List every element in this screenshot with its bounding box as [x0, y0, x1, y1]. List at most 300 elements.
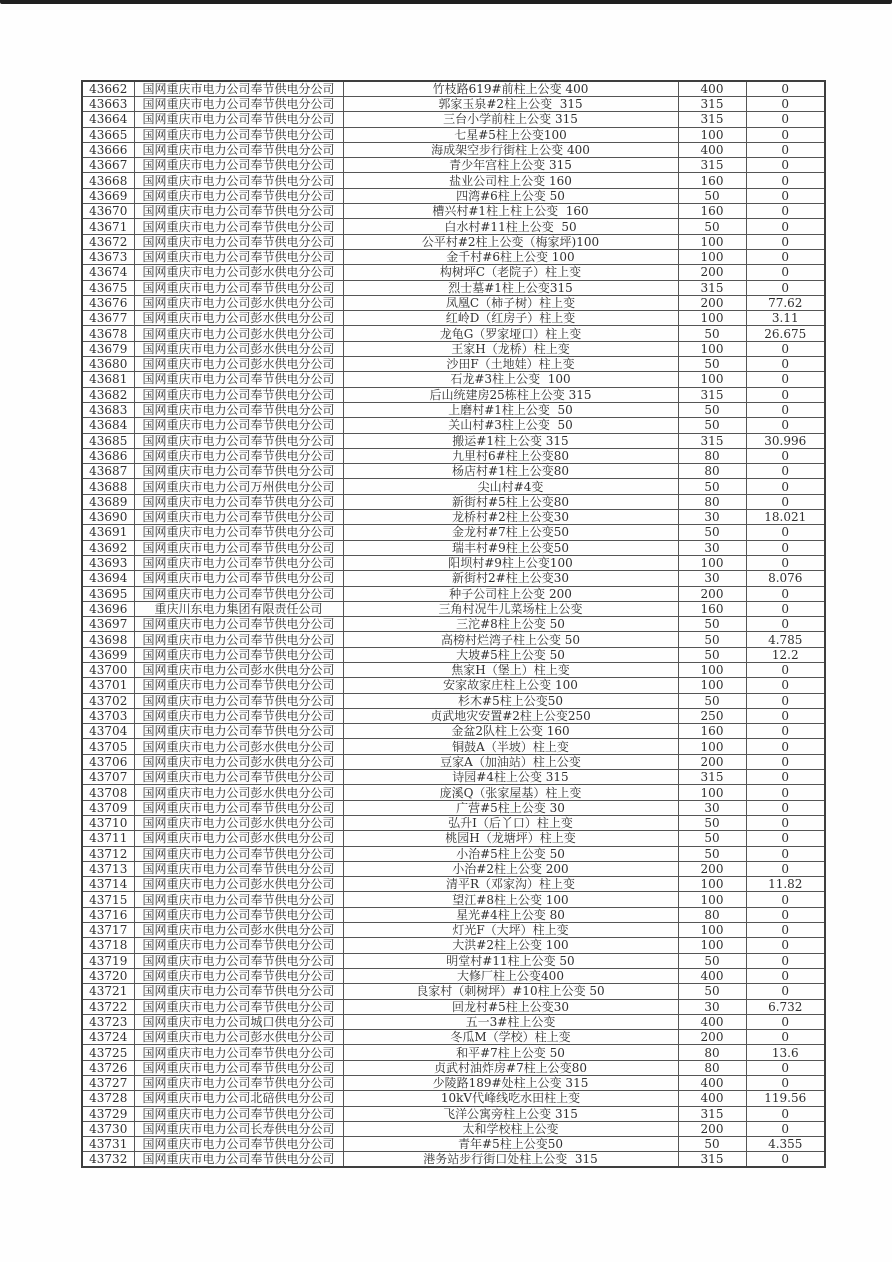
transformer-name-cell: 石龙#3柱上公变 100	[343, 372, 678, 387]
record-number-cell: 43718	[82, 938, 134, 953]
value-cell: 0	[746, 464, 825, 479]
capacity-cell: 200	[678, 586, 746, 601]
value-cell: 6.732	[746, 999, 825, 1014]
table-row	[82, 158, 825, 173]
transformer-name-cell: 冬瓜M（学校）柱上变	[343, 1030, 678, 1045]
table-row	[82, 280, 825, 295]
company-cell: 国网重庆市电力公司彭水供电分公司	[134, 877, 343, 892]
transformer-name-cell: 飞洋公寓旁柱上公变 315	[343, 1106, 678, 1121]
value-cell: 0	[746, 846, 825, 861]
record-number-cell: 43730	[82, 1121, 134, 1136]
capacity-cell: 200	[678, 265, 746, 280]
transformer-name-cell: 构树坪C（老院子）柱上变	[343, 265, 678, 280]
company-cell: 国网重庆市电力公司奉节供电分公司	[134, 1060, 343, 1075]
company-cell: 国网重庆市电力公司彭水供电分公司	[134, 326, 343, 341]
record-number-cell: 43712	[82, 846, 134, 861]
company-cell: 国网重庆市电力公司奉节供电分公司	[134, 1137, 343, 1152]
record-number-cell: 43693	[82, 555, 134, 570]
transformer-name-cell: 三台小学前柱上公变 315	[343, 112, 678, 127]
value-cell: 0	[746, 861, 825, 876]
table-row	[82, 540, 825, 555]
table-row	[82, 97, 825, 112]
record-number-cell: 43729	[82, 1106, 134, 1121]
table-row	[82, 555, 825, 570]
record-number-cell: 43717	[82, 923, 134, 938]
table-row	[82, 1106, 825, 1121]
table-row	[82, 647, 825, 662]
transformer-name-cell: 阳坝村#9柱上公变100	[343, 555, 678, 570]
company-cell: 国网重庆市电力公司奉节供电分公司	[134, 494, 343, 509]
value-cell: 0	[746, 81, 825, 97]
record-number-cell: 43662	[82, 81, 134, 97]
transformer-name-cell: 安家故家庄柱上公变 100	[343, 678, 678, 693]
transformer-name-cell: 新街村#5柱上公变80	[343, 494, 678, 509]
table-row	[82, 770, 825, 785]
record-number-cell: 43727	[82, 1076, 134, 1091]
value-cell: 0	[746, 785, 825, 800]
record-number-cell: 43678	[82, 326, 134, 341]
company-cell: 国网重庆市电力公司奉节供电分公司	[134, 953, 343, 968]
transformer-name-cell: 10kV代峰线吃水田柱上变	[343, 1091, 678, 1106]
company-cell: 国网重庆市电力公司奉节供电分公司	[134, 127, 343, 142]
company-cell: 国网重庆市电力公司奉节供电分公司	[134, 204, 343, 219]
value-cell: 0	[746, 555, 825, 570]
capacity-cell: 315	[678, 280, 746, 295]
transformer-name-cell: 三角村况牛儿菜场柱上公变	[343, 601, 678, 616]
record-number-cell: 43698	[82, 632, 134, 647]
record-number-cell: 43714	[82, 877, 134, 892]
company-cell: 国网重庆市电力公司奉节供电分公司	[134, 846, 343, 861]
value-cell: 3.11	[746, 311, 825, 326]
table-row	[82, 357, 825, 372]
value-cell: 0	[746, 234, 825, 249]
value-cell: 0	[746, 540, 825, 555]
capacity-cell: 100	[678, 311, 746, 326]
table-row	[82, 249, 825, 264]
value-cell: 26.675	[746, 326, 825, 341]
company-cell: 国网重庆市电力公司奉节供电分公司	[134, 112, 343, 127]
value-cell: 0	[746, 204, 825, 219]
record-number-cell: 43680	[82, 357, 134, 372]
company-cell: 国网重庆市电力公司奉节供电分公司	[134, 188, 343, 203]
record-number-cell: 43682	[82, 387, 134, 402]
table-row	[82, 1014, 825, 1029]
table-row	[82, 877, 825, 892]
transformer-name-cell: 盐业公司柱上公变 160	[343, 173, 678, 188]
capacity-cell: 100	[678, 877, 746, 892]
record-number-cell: 43711	[82, 831, 134, 846]
company-cell: 国网重庆市电力公司彭水供电分公司	[134, 311, 343, 326]
value-cell: 0	[746, 800, 825, 815]
capacity-cell: 400	[678, 1091, 746, 1106]
company-cell: 国网重庆市电力公司奉节供电分公司	[134, 632, 343, 647]
value-cell: 0	[746, 938, 825, 953]
record-number-cell: 43728	[82, 1091, 134, 1106]
table-row	[82, 632, 825, 647]
capacity-cell: 315	[678, 433, 746, 448]
record-number-cell: 43731	[82, 1137, 134, 1152]
capacity-cell: 80	[678, 494, 746, 509]
value-cell: 30.996	[746, 433, 825, 448]
record-number-cell: 43705	[82, 739, 134, 754]
record-number-cell: 43670	[82, 204, 134, 219]
company-cell: 国网重庆市电力公司奉节供电分公司	[134, 555, 343, 570]
capacity-cell: 100	[678, 372, 746, 387]
page-top-edge-scan-artifact	[0, 0, 892, 4]
table-row	[82, 418, 825, 433]
value-cell: 0	[746, 907, 825, 922]
transformer-name-cell: 清平R（邓家沟）柱上变	[343, 877, 678, 892]
table-row	[82, 479, 825, 494]
record-number-cell: 43669	[82, 188, 134, 203]
table-row	[82, 219, 825, 234]
value-cell: 0	[746, 1121, 825, 1136]
transformer-name-cell: 铜鼓A（半坡）柱上变	[343, 739, 678, 754]
company-cell: 国网重庆市电力公司万州供电分公司	[134, 479, 343, 494]
transformer-name-cell: 种子公司柱上公变 200	[343, 586, 678, 601]
record-number-cell: 43691	[82, 525, 134, 540]
transformer-name-cell: 海成架空步行街柱上公变 400	[343, 142, 678, 157]
table-row	[82, 1060, 825, 1075]
value-cell: 4.355	[746, 1137, 825, 1152]
table-row	[82, 173, 825, 188]
company-cell: 国网重庆市电力公司长寿供电分公司	[134, 1121, 343, 1136]
table-row	[82, 953, 825, 968]
capacity-cell: 100	[678, 234, 746, 249]
transformer-name-cell: 贞武地灾安置#2柱上公变250	[343, 708, 678, 723]
value-cell: 0	[746, 815, 825, 830]
capacity-cell: 50	[678, 326, 746, 341]
record-number-cell: 43716	[82, 907, 134, 922]
table-row	[82, 938, 825, 953]
transformer-name-cell: 竹枝路619#前柱上公变 400	[343, 81, 678, 97]
transformer-name-cell: 灯光F（大坪）柱上变	[343, 923, 678, 938]
record-number-cell: 43726	[82, 1060, 134, 1075]
record-number-cell: 43713	[82, 861, 134, 876]
transformer-name-cell: 关山村#3柱上公变 50	[343, 418, 678, 433]
company-cell: 国网重庆市电力公司奉节供电分公司	[134, 571, 343, 586]
value-cell: 0	[746, 754, 825, 769]
table-row	[82, 923, 825, 938]
table-row	[82, 448, 825, 463]
company-cell: 国网重庆市电力公司奉节供电分公司	[134, 1045, 343, 1060]
capacity-cell: 50	[678, 418, 746, 433]
record-number-cell: 43722	[82, 999, 134, 1014]
capacity-cell: 315	[678, 1106, 746, 1121]
company-cell: 国网重庆市电力公司彭水供电分公司	[134, 662, 343, 677]
value-cell: 18.021	[746, 510, 825, 525]
company-cell: 国网重庆市电力公司奉节供电分公司	[134, 81, 343, 97]
table-row	[82, 234, 825, 249]
record-number-cell: 43706	[82, 754, 134, 769]
record-number-cell: 43708	[82, 785, 134, 800]
value-cell: 0	[746, 1030, 825, 1045]
capacity-cell: 315	[678, 387, 746, 402]
capacity-cell: 30	[678, 540, 746, 555]
transformer-name-cell: 沙田F（土地娃）柱上变	[343, 357, 678, 372]
transformer-name-cell: 郭家玉泉#2柱上公变 315	[343, 97, 678, 112]
transformer-name-cell: 龙桥村#2柱上公变30	[343, 510, 678, 525]
value-cell: 0	[746, 280, 825, 295]
value-cell: 8.076	[746, 571, 825, 586]
company-cell: 国网重庆市电力公司奉节供电分公司	[134, 234, 343, 249]
capacity-cell: 30	[678, 800, 746, 815]
table-row	[82, 387, 825, 402]
capacity-cell: 250	[678, 708, 746, 723]
company-cell: 国网重庆市电力公司奉节供电分公司	[134, 418, 343, 433]
capacity-cell: 30	[678, 510, 746, 525]
company-cell: 国网重庆市电力公司奉节供电分公司	[134, 97, 343, 112]
table-row	[82, 968, 825, 983]
table-row	[82, 1045, 825, 1060]
company-cell: 国网重庆市电力公司奉节供电分公司	[134, 984, 343, 999]
transformer-name-cell: 大洪#2柱上公变 100	[343, 938, 678, 953]
value-cell: 0	[746, 586, 825, 601]
capacity-cell: 160	[678, 173, 746, 188]
record-number-cell: 43667	[82, 158, 134, 173]
value-cell: 0	[746, 678, 825, 693]
transformer-name-cell: 金盆2队柱上公变 160	[343, 724, 678, 739]
capacity-cell: 315	[678, 112, 746, 127]
table-row	[82, 510, 825, 525]
record-number-cell: 43674	[82, 265, 134, 280]
value-cell: 12.2	[746, 647, 825, 662]
company-cell: 国网重庆市电力公司彭水供电分公司	[134, 923, 343, 938]
value-cell: 0	[746, 265, 825, 280]
value-cell: 4.785	[746, 632, 825, 647]
company-cell: 国网重庆市电力公司彭水供电分公司	[134, 739, 343, 754]
company-cell: 国网重庆市电力公司奉节供电分公司	[134, 968, 343, 983]
table-row	[82, 892, 825, 907]
transformer-name-cell: 王家H（龙桥）柱上变	[343, 341, 678, 356]
transformer-name-cell: 港务站步行街口处柱上公变 315	[343, 1152, 678, 1168]
value-cell: 0	[746, 341, 825, 356]
company-cell: 国网重庆市电力公司奉节供电分公司	[134, 525, 343, 540]
table-row	[82, 678, 825, 693]
capacity-cell: 50	[678, 693, 746, 708]
table-row	[82, 1121, 825, 1136]
value-cell: 0	[746, 708, 825, 723]
record-number-cell: 43689	[82, 494, 134, 509]
table-row	[82, 81, 825, 97]
company-cell: 国网重庆市电力公司奉节供电分公司	[134, 142, 343, 157]
table-row	[82, 188, 825, 203]
record-number-cell: 43704	[82, 724, 134, 739]
value-cell: 0	[746, 662, 825, 677]
table-row	[82, 846, 825, 861]
record-number-cell: 43723	[82, 1014, 134, 1029]
company-cell: 国网重庆市电力公司奉节供电分公司	[134, 402, 343, 417]
table-row	[82, 142, 825, 157]
table-row	[82, 708, 825, 723]
company-cell: 国网重庆市电力公司奉节供电分公司	[134, 280, 343, 295]
company-cell: 国网重庆市电力公司奉节供电分公司	[134, 724, 343, 739]
capacity-cell: 200	[678, 1121, 746, 1136]
transformer-name-cell: 龙龟G（罗家垭口）柱上变	[343, 326, 678, 341]
company-cell: 国网重庆市电力公司奉节供电分公司	[134, 387, 343, 402]
record-number-cell: 43665	[82, 127, 134, 142]
company-cell: 重庆川东电力集团有限责任公司	[134, 601, 343, 616]
table-row	[82, 402, 825, 417]
company-cell: 国网重庆市电力公司奉节供电分公司	[134, 540, 343, 555]
capacity-cell: 315	[678, 97, 746, 112]
record-number-cell: 43701	[82, 678, 134, 693]
capacity-cell: 200	[678, 295, 746, 310]
transformer-name-cell: 七星#5柱上公变100	[343, 127, 678, 142]
company-cell: 国网重庆市电力公司彭水供电分公司	[134, 295, 343, 310]
value-cell: 0	[746, 372, 825, 387]
table-row	[82, 1076, 825, 1091]
value-cell: 13.6	[746, 1045, 825, 1060]
capacity-cell: 100	[678, 892, 746, 907]
company-cell: 国网重庆市电力公司奉节供电分公司	[134, 770, 343, 785]
company-cell: 国网重庆市电力公司奉节供电分公司	[134, 907, 343, 922]
company-cell: 国网重庆市电力公司奉节供电分公司	[134, 892, 343, 907]
value-cell: 0	[746, 892, 825, 907]
capacity-cell: 80	[678, 464, 746, 479]
capacity-cell: 160	[678, 601, 746, 616]
value-cell: 0	[746, 402, 825, 417]
table-row	[82, 601, 825, 616]
value-cell: 0	[746, 387, 825, 402]
transformer-name-cell: 大坡#5柱上公变 50	[343, 647, 678, 662]
transformer-name-cell: 庞溪Q（张家屋基）柱上变	[343, 785, 678, 800]
company-cell: 国网重庆市电力公司奉节供电分公司	[134, 1076, 343, 1091]
record-number-cell: 43672	[82, 234, 134, 249]
company-cell: 国网重庆市电力公司城口供电分公司	[134, 1014, 343, 1029]
transformer-name-cell: 新街村2#柱上公变30	[343, 571, 678, 586]
table-row	[82, 617, 825, 632]
value-cell: 0	[746, 1076, 825, 1091]
value-cell: 0	[746, 770, 825, 785]
capacity-cell: 400	[678, 81, 746, 97]
company-cell: 国网重庆市电力公司奉节供电分公司	[134, 158, 343, 173]
record-number-cell: 43694	[82, 571, 134, 586]
value-cell: 0	[746, 142, 825, 157]
value-cell: 0	[746, 1014, 825, 1029]
value-cell: 0	[746, 601, 825, 616]
records-table	[81, 80, 826, 1168]
transformer-name-cell: 小治#5柱上公变 50	[343, 846, 678, 861]
capacity-cell: 50	[678, 525, 746, 540]
table-row	[82, 372, 825, 387]
record-number-cell: 43683	[82, 402, 134, 417]
value-cell: 0	[746, 249, 825, 264]
company-cell: 国网重庆市电力公司奉节供电分公司	[134, 586, 343, 601]
capacity-cell: 200	[678, 1030, 746, 1045]
transformer-name-cell: 桃园H（龙塘坪）柱上变	[343, 831, 678, 846]
table-row	[82, 831, 825, 846]
company-cell: 国网重庆市电力公司奉节供电分公司	[134, 693, 343, 708]
capacity-cell: 50	[678, 815, 746, 830]
capacity-cell: 50	[678, 953, 746, 968]
record-number-cell: 43664	[82, 112, 134, 127]
transformer-name-cell: 四湾#6柱上公变 50	[343, 188, 678, 203]
capacity-cell: 160	[678, 724, 746, 739]
capacity-cell: 315	[678, 1152, 746, 1168]
capacity-cell: 100	[678, 127, 746, 142]
transformer-name-cell: 豆家A（加油站）柱上公变	[343, 754, 678, 769]
record-number-cell: 43673	[82, 249, 134, 264]
transformer-name-cell: 凤凰C（柿子树）柱上变	[343, 295, 678, 310]
company-cell: 国网重庆市电力公司彭水供电分公司	[134, 341, 343, 356]
company-cell: 国网重庆市电力公司奉节供电分公司	[134, 372, 343, 387]
record-number-cell: 43696	[82, 601, 134, 616]
transformer-name-cell: 金龙村#7柱上公变50	[343, 525, 678, 540]
value-cell: 0	[746, 984, 825, 999]
capacity-cell: 50	[678, 402, 746, 417]
transformer-name-cell: 明堂村#11柱上公变 50	[343, 953, 678, 968]
company-cell: 国网重庆市电力公司奉节供电分公司	[134, 464, 343, 479]
company-cell: 国网重庆市电力公司彭水供电分公司	[134, 831, 343, 846]
transformer-name-cell: 白水村#11柱上公变 50	[343, 219, 678, 234]
table-row	[82, 311, 825, 326]
value-cell: 0	[746, 357, 825, 372]
table-row	[82, 341, 825, 356]
capacity-cell: 50	[678, 632, 746, 647]
record-number-cell: 43732	[82, 1152, 134, 1168]
value-cell: 0	[746, 693, 825, 708]
transformer-name-cell: 回龙村#5柱上公变30	[343, 999, 678, 1014]
transformer-name-cell: 弘升I（后丫口）柱上变	[343, 815, 678, 830]
transformer-name-cell: 小治#2柱上公变 200	[343, 861, 678, 876]
transformer-name-cell: 高榜村烂湾子柱上公变 50	[343, 632, 678, 647]
record-number-cell: 43715	[82, 892, 134, 907]
company-cell: 国网重庆市电力公司奉节供电分公司	[134, 617, 343, 632]
capacity-cell: 160	[678, 204, 746, 219]
company-cell: 国网重庆市电力公司彭水供电分公司	[134, 815, 343, 830]
capacity-cell: 80	[678, 907, 746, 922]
value-cell: 0	[746, 739, 825, 754]
record-number-cell: 43720	[82, 968, 134, 983]
record-number-cell: 43702	[82, 693, 134, 708]
transformer-name-cell: 焦家H（堡上）柱上变	[343, 662, 678, 677]
company-cell: 国网重庆市电力公司彭水供电分公司	[134, 357, 343, 372]
table-row	[82, 662, 825, 677]
capacity-cell: 50	[678, 617, 746, 632]
value-cell: 0	[746, 112, 825, 127]
table-row	[82, 999, 825, 1014]
value-cell: 0	[746, 97, 825, 112]
record-number-cell: 43671	[82, 219, 134, 234]
value-cell: 0	[746, 724, 825, 739]
record-number-cell: 43695	[82, 586, 134, 601]
company-cell: 国网重庆市电力公司奉节供电分公司	[134, 1106, 343, 1121]
capacity-cell: 30	[678, 571, 746, 586]
record-number-cell: 43684	[82, 418, 134, 433]
table-row	[82, 204, 825, 219]
capacity-cell: 400	[678, 1076, 746, 1091]
transformer-name-cell: 五一3#柱上公变	[343, 1014, 678, 1029]
record-number-cell: 43692	[82, 540, 134, 555]
table-row	[82, 861, 825, 876]
capacity-cell: 100	[678, 662, 746, 677]
transformer-name-cell: 槽兴村#1柱上柱上公变 160	[343, 204, 678, 219]
record-number-cell: 43679	[82, 341, 134, 356]
table-row	[82, 907, 825, 922]
table-row	[82, 571, 825, 586]
value-cell: 0	[746, 188, 825, 203]
capacity-cell: 80	[678, 448, 746, 463]
table-row	[82, 800, 825, 815]
capacity-cell: 100	[678, 739, 746, 754]
table-row	[82, 1152, 825, 1168]
record-number-cell: 43690	[82, 510, 134, 525]
table-row	[82, 525, 825, 540]
transformer-name-cell: 后山统建房25栋柱上公变 315	[343, 387, 678, 402]
record-number-cell: 43687	[82, 464, 134, 479]
company-cell: 国网重庆市电力公司奉节供电分公司	[134, 861, 343, 876]
